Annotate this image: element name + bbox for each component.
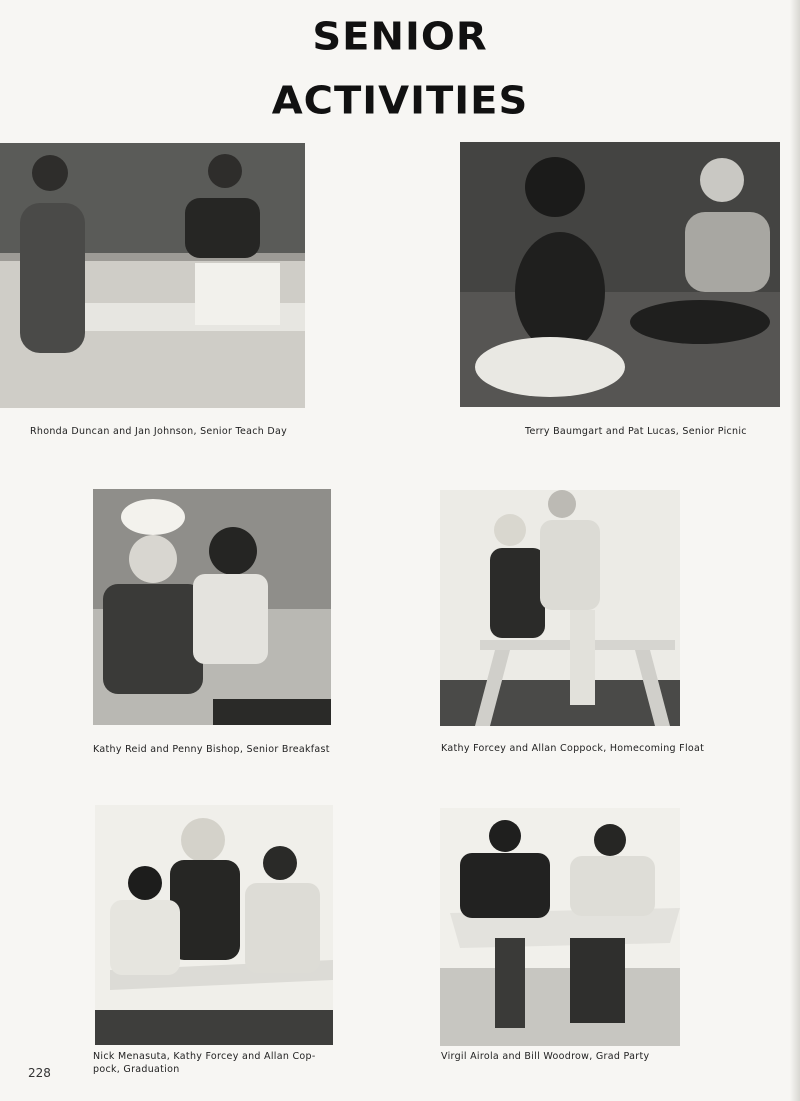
caption-senior-picnic: Terry Baumgart and Pat Lucas, Senior Picnic [525,426,747,437]
caption-grad-party: Virgil Airola and Bill Woodrow, Grad Party [441,1051,650,1062]
caption-homecoming-float: Kathy Forcey and Allan Coppock, Homecoming Float [441,743,705,754]
caption-senior-teach-day: Rhonda Duncan and Jan Johnson, Senior Teach Day [30,426,288,437]
photo-graduation [95,805,333,1045]
photo-senior-picnic [460,142,780,407]
caption-senior-breakfast: Kathy Reid and Penny Bishop, Senior Breakfast [93,744,330,755]
photo-grad-party [440,808,680,1046]
caption-graduation: Nick Menasuta, Kathy Forcey and Allan Cop-pock, Graduation [93,1051,316,1075]
photo-senior-teach-day [0,143,305,408]
photo-senior-breakfast [93,489,331,725]
page-number: 228 [28,1066,51,1080]
photo-homecoming-float [440,490,680,726]
page-edge-shadow [790,0,800,1101]
page-title-line2: ACTIVITIES [271,79,529,123]
page-title-line1: SENIOR [312,15,488,59]
